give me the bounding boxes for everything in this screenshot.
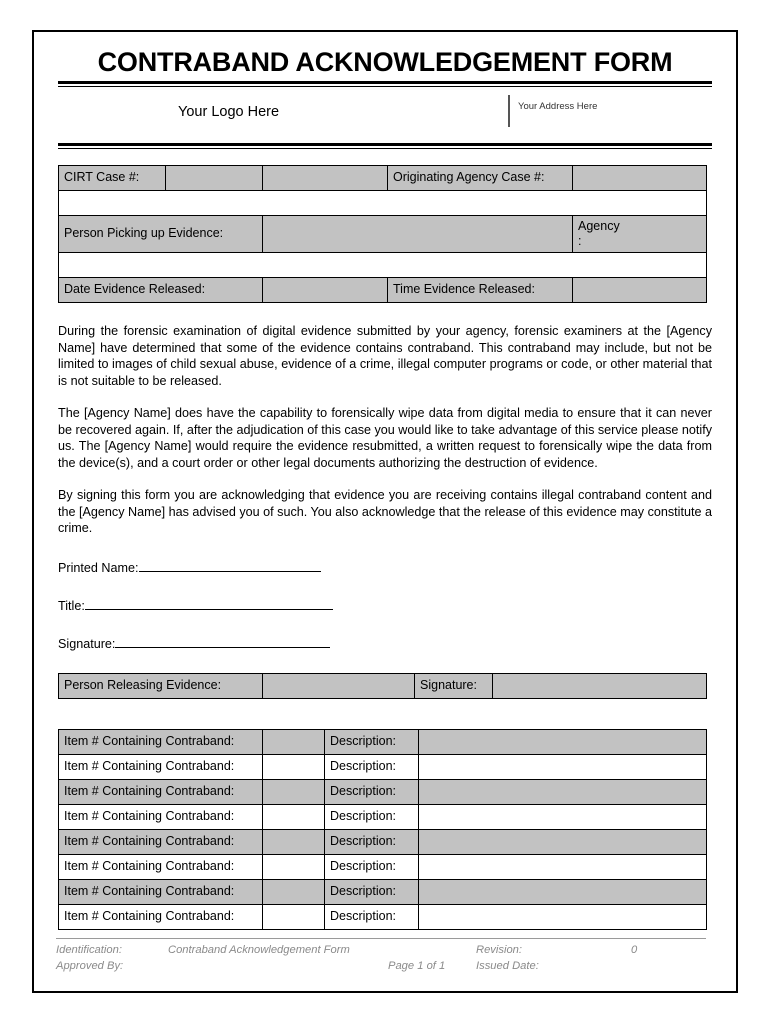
item-number-input[interactable] (263, 805, 325, 830)
agency-label-text: Agency (578, 218, 620, 233)
originating-agency-case-label: Originating Agency Case #: (388, 165, 573, 190)
table-row (59, 905, 707, 930)
item-number-input[interactable] (263, 730, 325, 755)
table-row (59, 730, 707, 755)
item-description-input[interactable] (419, 755, 707, 780)
signature-field-row (58, 635, 712, 651)
footer-revision-value: 0 (631, 944, 638, 956)
person-picking-up-input[interactable] (263, 215, 573, 252)
table-spacer-row (59, 190, 707, 215)
item-number-label: Item # Containing Contraband: (59, 780, 263, 805)
person-releasing-input[interactable] (263, 674, 415, 699)
item-description-input[interactable] (419, 905, 707, 930)
item-description-input[interactable] (419, 780, 707, 805)
signature-fields-block (58, 559, 712, 651)
item-number-label: Item # Containing Contraband: (59, 730, 263, 755)
footer-rule (56, 938, 706, 939)
spacer-cell-2 (59, 252, 707, 277)
item-number-label: Item # Containing Contraband: (59, 855, 263, 880)
spacer-cell (59, 190, 707, 215)
item-number-input[interactable] (263, 905, 325, 930)
person-picking-up-label: Person Picking up Evidence: (59, 215, 263, 252)
item-description-label: Description: (325, 830, 419, 855)
paragraph-1: During the forensic examination of digital evidence submitted by your agency, forensic examiners at the [Agency Name] have determined that some of the evidence contains contraband. This contraband may include, but not be limited to images of child sexual abuse, evidence of a crime, illegal computer programs or code, or other material that is not suitable to be released. (58, 323, 712, 389)
printed-name-input[interactable] (139, 559, 321, 572)
item-number-label: Item # Containing Contraband: (59, 880, 263, 905)
contraband-items-table (58, 729, 707, 930)
page-content (58, 32, 712, 930)
table-row-cirt-case (59, 165, 707, 190)
agency-label-colon: : (578, 234, 582, 249)
agency-label (573, 215, 707, 252)
cirt-case-input-2[interactable] (263, 165, 388, 190)
signature-label: Signature: (58, 637, 116, 652)
footer-identification-value: Contraband Acknowledgement Form (168, 944, 350, 956)
item-description-input[interactable] (419, 855, 707, 880)
title-label: Title: (58, 599, 85, 614)
paragraph-3: By signing this form you are acknowledging that evidence you are receiving contains illegal contraband content and the [Agency Name] has advised you of such. You also acknowledge that the release of this evidence may constitute a crime. (58, 487, 712, 536)
item-description-label: Description: (325, 780, 419, 805)
body-text-block (58, 323, 712, 537)
date-released-label: Date Evidence Released: (59, 277, 263, 302)
item-description-input[interactable] (419, 880, 707, 905)
table-row-person-picking-up (59, 215, 707, 252)
item-description-label: Description: (325, 805, 419, 830)
item-description-label: Description: (325, 730, 419, 755)
item-number-input[interactable] (263, 780, 325, 805)
page-footer (56, 938, 706, 974)
table-row (59, 830, 707, 855)
item-number-label: Item # Containing Contraband: (59, 830, 263, 855)
letterhead-bottom-rule (58, 143, 712, 149)
time-released-input[interactable] (573, 277, 707, 302)
item-number-input[interactable] (263, 830, 325, 855)
letterhead-row (58, 87, 712, 143)
table-spacer-row-2 (59, 252, 707, 277)
cirt-case-input[interactable] (166, 165, 263, 190)
date-released-input[interactable] (263, 277, 388, 302)
item-number-input[interactable] (263, 855, 325, 880)
page-title: CONTRABAND ACKNOWLEDGEMENT FORM (97, 47, 673, 77)
item-number-input[interactable] (263, 880, 325, 905)
item-number-input[interactable] (263, 755, 325, 780)
table-row (59, 880, 707, 905)
item-number-label: Item # Containing Contraband: (59, 755, 263, 780)
originating-agency-case-input[interactable] (573, 165, 707, 190)
item-description-label: Description: (325, 880, 419, 905)
footer-row-1 (56, 942, 706, 958)
table-row (59, 855, 707, 880)
item-description-label: Description: (325, 755, 419, 780)
item-number-label: Item # Containing Contraband: (59, 905, 263, 930)
printed-name-field-row (58, 559, 712, 575)
address-divider (508, 95, 510, 127)
person-releasing-table (58, 673, 707, 699)
printed-name-label: Printed Name: (58, 561, 139, 576)
title-input[interactable] (85, 597, 333, 610)
logo-placeholder: Your Logo Here (178, 103, 280, 120)
table-row-person-releasing (59, 674, 707, 699)
time-released-label: Time Evidence Released: (388, 277, 573, 302)
footer-row-2 (56, 958, 706, 974)
signature-input[interactable] (115, 635, 330, 648)
person-releasing-label: Person Releasing Evidence: (59, 674, 263, 699)
releasing-signature-input[interactable] (493, 674, 707, 699)
case-info-table (58, 165, 707, 303)
item-description-input[interactable] (419, 805, 707, 830)
footer-issued-date-label: Issued Date: (476, 960, 539, 972)
document-page (32, 30, 738, 993)
footer-page-number: Page 1 of 1 (388, 960, 446, 972)
table-row (59, 755, 707, 780)
table-row (59, 780, 707, 805)
item-number-label: Item # Containing Contraband: (59, 805, 263, 830)
item-description-input[interactable] (419, 730, 707, 755)
footer-revision-label: Revision: (476, 944, 523, 956)
item-description-label: Description: (325, 855, 419, 880)
table-row (59, 805, 707, 830)
contraband-items-body (59, 730, 707, 930)
cirt-case-label: CIRT Case #: (59, 165, 166, 190)
releasing-signature-label: Signature: (415, 674, 493, 699)
footer-approved-by-label: Approved By: (56, 960, 124, 972)
paragraph-2: The [Agency Name] does have the capability to forensically wipe data from digital media to ensure that it can never be recovered again. If, after the adjudication of this case you would like to take advantage of this service please notify us. The [Agency Name] would require the evidence resubmitted, a written request to forensically wipe the data from the device(s), and a court order or other legal documents authorizing the destruction of evidence. (58, 405, 712, 471)
table-row-date-time-released (59, 277, 707, 302)
item-description-input[interactable] (419, 830, 707, 855)
item-description-label: Description: (325, 905, 419, 930)
address-placeholder: Your Address Here (518, 100, 598, 112)
footer-identification-label: Identification: (56, 944, 122, 956)
title-field-row (58, 597, 712, 613)
